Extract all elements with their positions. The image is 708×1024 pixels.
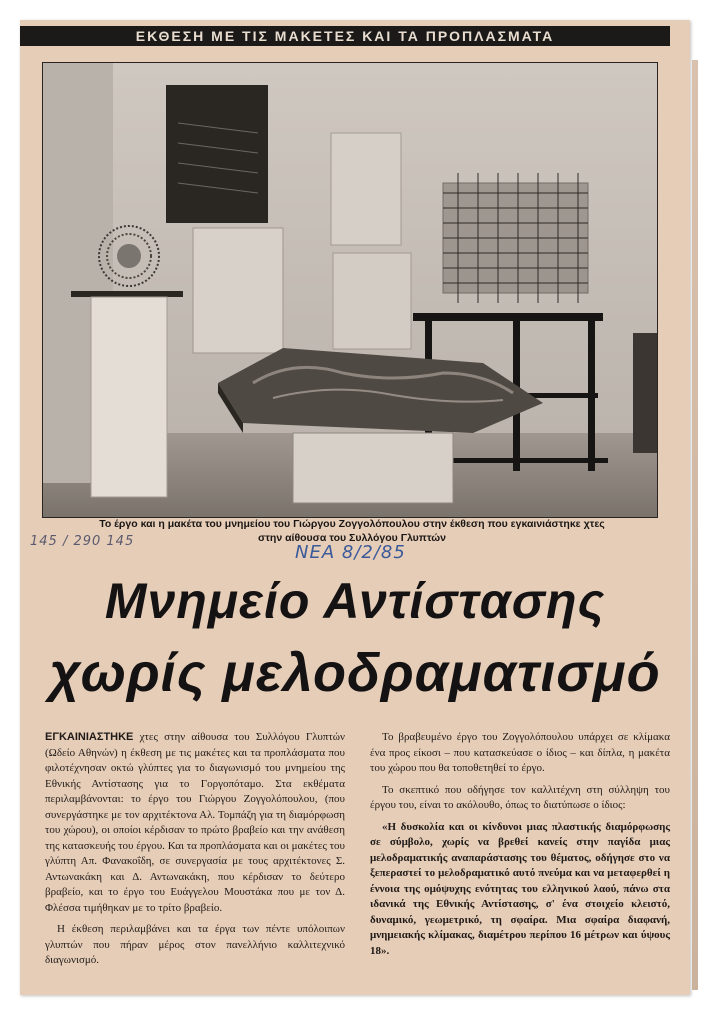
- exhibition-photo-illustration: [43, 63, 657, 517]
- caption-line-2: στην αίθουσα του Συλλόγου Γλυπτών: [258, 532, 446, 544]
- paragraph: Το σκεπτικό που οδήγησε τον καλλιτέχνη στη σύλληψη του έργου του, είναι το ακόλουθο, όπως το διατύπωσε ο ίδιος:: [370, 783, 670, 811]
- artist-quote: «Η δυσκολία και οι κίνδυνοι μιας πλαστικής διαμόρφωσης σε σύμβολο, χωρίς να βρεθεί κανείς στην παγίδα μιας μελοδραματικής αναπαράστασης του θέματος, οδήγησε στο να ξεπεραστεί το μελοδραματικό αυτό πνεύμα και να μεταφερθεί η έννοια της ομόψυχης ενότητας του ελληνικού λαού, πάνω στα ιδανικά της Εθνικής Αντίστασης, σ' ένα στοιχείο κλειστό, δυναμικό, γεωμετρικό, τη σφαίρα. Μια σφαίρα διαφανή, μνημειακής κλίμακας, διαμέτρου περίπου 16 μέτρων και ύψους 18».: [370, 820, 670, 957]
- caption-line-1: Το έργο και η μακέτα του μνημείου του Γιώργου Ζογγολόπουλου στην έκθεση που εγκαινιάστηκε χτες: [99, 518, 605, 530]
- newspaper-clipping: [20, 20, 690, 995]
- article-column-right: [370, 730, 670, 965]
- handwritten-source-date: ΝΕΑ 8/2/85: [295, 542, 406, 563]
- headline-line-2: χωρίς μελοδραματισμό: [49, 643, 661, 703]
- section-banner: ΕΚΘΕΣΗ ΜΕ ΤΙΣ ΜΑΚΕΤΕΣ ΚΑΙ ΤΑ ΠΡΟΠΛΑΣΜΑΤΑ: [20, 26, 670, 46]
- grid-sculpture: [443, 173, 588, 303]
- paragraph: Η έκθεση περιλαμβάνει και τα έργα των πέντε υπόλοιπων γλυπτών που πήραν μέρος στον πανελλήνιο καλλιτεχνικό διαγωνισμό.: [45, 923, 345, 966]
- paragraph: [45, 730, 345, 916]
- paper-edge: [692, 60, 698, 990]
- paragraph: Το βραβευμένο έργο του Ζογγολόπουλου υπάρχει σε κλίμακα ένα προς είκοσι – που κατασκεύασε ο ίδιος – και δίπλα, η μακέτα του χώρου που θα τοποθετηθεί το έργο.: [370, 731, 670, 774]
- headline-line-1: Μνημείο Αντίστασης: [104, 573, 606, 629]
- exhibition-photo: [42, 62, 658, 518]
- paragraph-text: χτες στην αίθουσα του Συλλόγου Γλυπτών (Ωδείο Αθηνών) η έκθεση με τις μακέτες και τα προπλάσματα που φιλοτέχνησαν οκτώ γλύπτες για το διαγωνισμό του μνημείου της Εθνικής Αντίστασης για το Γοργοπόταμο. Στα εκθέματα περιλαμβάνονται: το έργο του Γιώργου Ζογγολόπουλου, (που συνεργάστηκε με τον αρχιτέκτονα Αλ. Τομπάζη για τη διαμόρφωση του χώρου), οι οποίοι κέρδισαν το πρώτο βραβείο και την ανάθεση της κατασκευής του έργου. Και τα προπλάσματα και οι μακέτες του γλύπτη Απ. Φανακοΐδη, σε συνεργασία με τους αρχιτέκτονες Σ. Αντωνακάκη και Δ. Αντωνακάκη, που κέρδισαν το δεύτερο βραβείο, και το έργο του Ευάγγελου Μουστάκα που με τον Δ. Φλέσσα τιμήθηκαν με το τρίτο βραβείο.: [45, 731, 345, 914]
- article-column-left: [45, 730, 345, 975]
- photo-caption: [45, 517, 659, 545]
- lead-word: ΕΓΚΑΙΝΙΑΣΤΗΚΕ: [45, 731, 134, 743]
- handwritten-archive-number: 145 / 290 145: [30, 534, 135, 549]
